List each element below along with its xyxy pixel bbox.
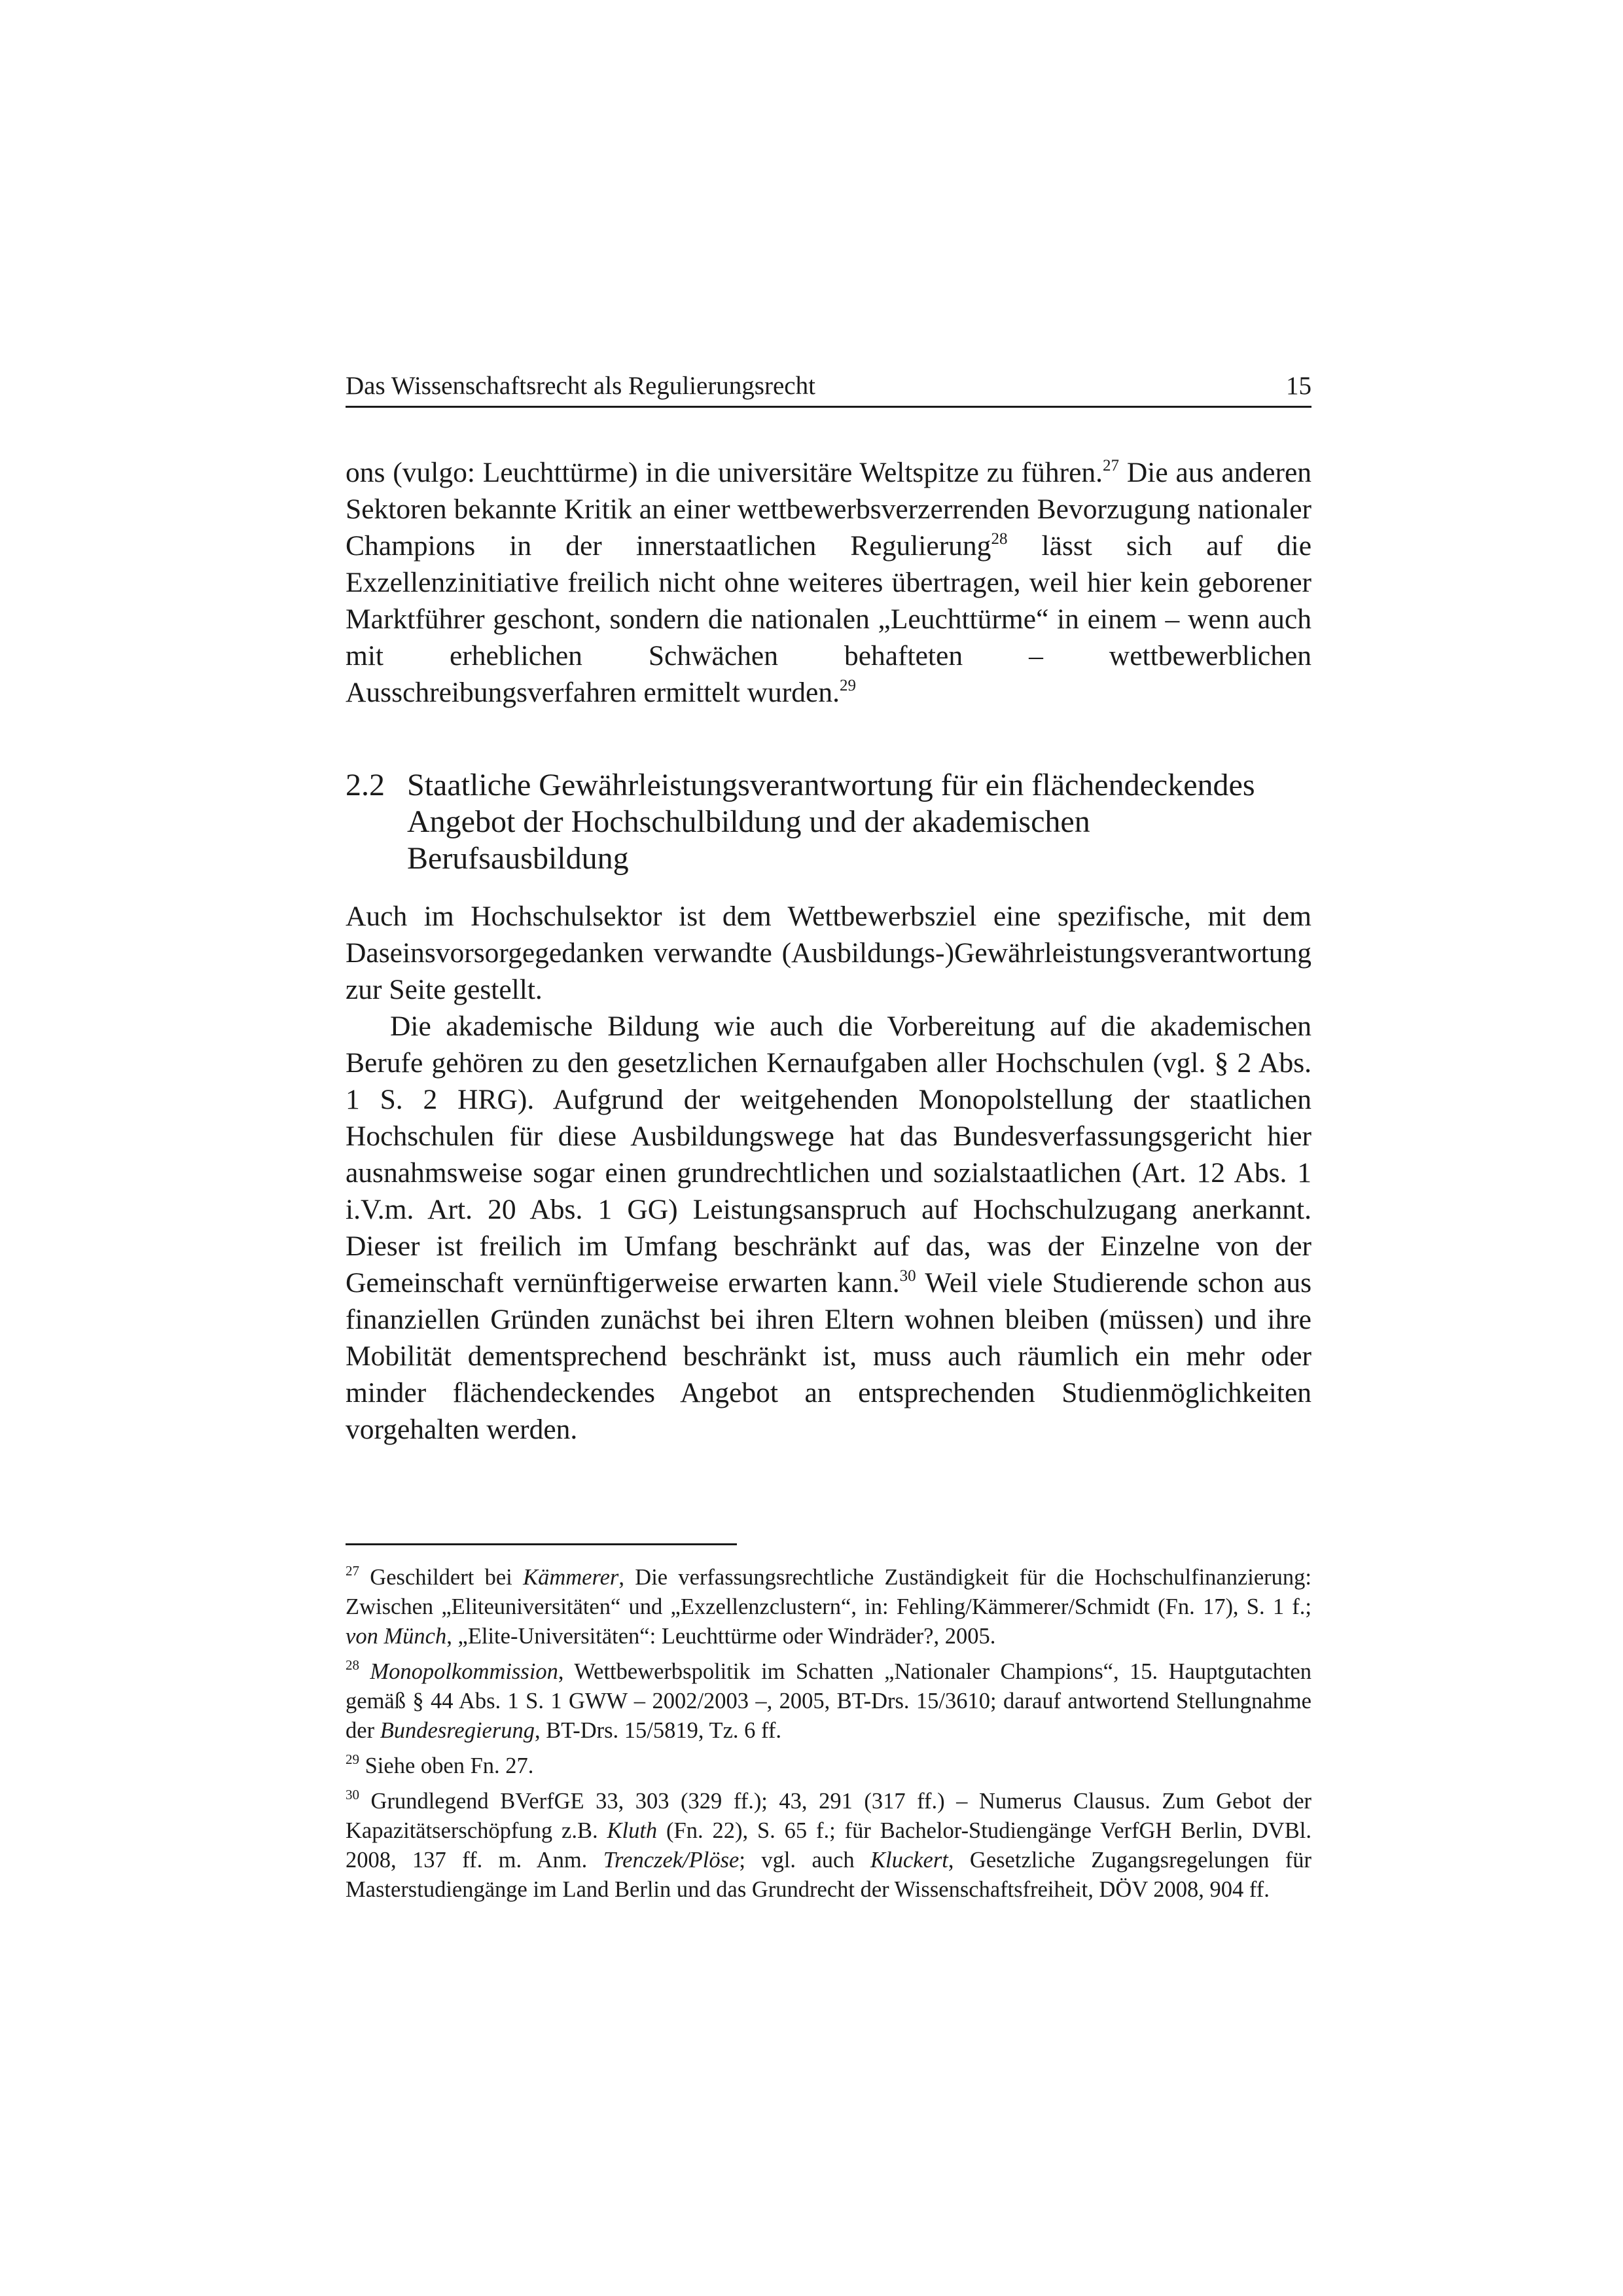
footnote-ref-27[interactable]: 27 [1103,457,1120,475]
footnote-text: Grundlegend BVerfGE 33, 303 (329 ff.); 43, 291 (317 ff.) – Numerus Clausus. Zum Gebot der Kapazitätserschöpfung z.B. [346,1789,1311,1843]
section-number: 2.2 [346,768,385,802]
footnote-ref-29[interactable]: 29 [839,677,856,694]
footnote-27 [346,1563,1311,1651]
footnote-author: Kluckert [870,1848,948,1873]
footnote-author: Trenczek/Plöse [603,1848,740,1873]
footnote-text: ; vgl. auch [739,1848,871,1873]
footnote-28 [346,1657,1311,1746]
footnote-text: , Die verfassungsrechtliche Zuständigkeit für die Hochschulfinanzierung: Zwischen „Eliteuniversitäten“ und „Exzellenzclustern“, in: Fehling/Kämmerer/Schmidt (Fn. 17), S. 1 f.; [346,1565,1311,1619]
footnote-number: 30 [346,1787,359,1803]
section-title: Staatliche Gewährleistungsverantwortung für ein flächendeckendes Angebot der Hochschulbildung und der akademischen Berufsausbildung [407,768,1255,876]
footnote-author: Bundesregierung [380,1718,535,1743]
footnote-author: Monopolkommission [370,1659,558,1684]
footnote-ref-30[interactable]: 30 [899,1267,916,1285]
intro-text-2: Die aus anderen Sektoren bekannte Kritik an einer wettbewerbsverzerrenden Bevorzugung nationaler Champions in der innerstaatlichen Regulierung [346,457,1312,562]
paragraph-2 [346,1008,1311,1448]
intro-text-1: ons (vulgo: Leuchttürme) in die universitäre Weltspitze zu führen. [346,457,1103,488]
footnote-text: Siehe oben Fn. 27. [359,1753,534,1778]
footnote-text: , Gesetzliche Zugangsregelungen für Masterstudiengänge im Land Berlin und das Grundrecht der Wissenschaftsfreiheit, DÖV 2008, 904 ff. [346,1848,1311,1902]
footnote-text [359,1659,370,1684]
intro-paragraph [346,454,1311,711]
running-header [346,370,1311,408]
footnote-ref-28[interactable]: 28 [991,530,1008,548]
paragraph-1: Auch im Hochschulsektor ist dem Wettbewerbsziel eine spezifische, mit dem Daseinsvorsorgegedanken verwandte (Ausbildungs-)Gewährleistungsverantwortung zur Seite gestellt. [346,901,1311,1005]
footnotes [346,1563,1311,1910]
footnote-author: von Münch [346,1624,447,1649]
intro-text-3: lässt sich auf die Exzellenzinitiative freilich nicht ohne weiteres übertragen, weil hier kein geborener Marktführer geschont, sondern die nationalen „Leuchttürme“ in einem – wenn auch mit erheblichen Schwächen behafteten – wettbewerblichen Ausschreibungsverfahren ermittelt wurden. [346,530,1311,708]
footnote-author: Kämmerer [523,1565,619,1590]
footnote-text: , Wettbewerbspolitik im Schatten „Nationaler Champions“, 15. Hauptgutachten gemäß § 44 Abs. 1 S. 1 GWW – 2002/2003 –, 2005, BT-Drs. 15/3610; darauf antwortend Stellungnahme der [346,1659,1311,1743]
footnote-number: 29 [346,1751,359,1767]
footnote-text: (Fn. 22), S. 65 f.; für Bachelor-Studiengänge VerfGH Berlin, DVBl. 2008, 137 ff. m. Anm. [346,1818,1311,1873]
paragraph-2-text-1: Die akademische Bildung wie auch die Vorbereitung auf die akademischen Berufe gehören zu den gesetzlichen Kernaufgaben aller Hochschulen (vgl. § 2 Abs. 1 S. 2 HRG). Aufgrund der weitgehenden Monopolstellung der staatlichen Hochschulen für diese Ausbildungswege hat das Bundesverfassungsgericht hier ausnahmsweise sogar einen grundrechtlichen und sozialstaatlichen (Art. 12 Abs. 1 i.V.m. Art. 20 Abs. 1 GG) Leistungsanspruch auf Hochschulzugang anerkannt. Dieser ist freilich im Umfang beschränkt auf das, was der Einzelne von der Gemeinschaft vernünftigerweise erwarten kann. [346,1011,1311,1299]
running-title: Das Wissenschaftsrecht als Regulierungsrecht [346,372,815,400]
footnote-30 [346,1787,1311,1905]
section-heading [346,767,1311,877]
paragraph-2-text-2: Weil viele Studierende schon aus finanziellen Gründen zunächst bei ihren Eltern wohnen bleiben (müssen) und ihre Mobilität dementsprechend beschränkt ist, muss auch räumlich ein mehr oder minder flächendeckendes Angebot an entsprechenden Studienmöglichkeiten vorgehalten werden. [346,1267,1311,1445]
footnote-text: , „Elite-Universitäten“: Leuchttürme oder Windräder?, 2005. [446,1624,996,1649]
footnote-number: 27 [346,1563,359,1579]
footnote-author: Kluth [607,1818,658,1843]
footnote-divider [346,1543,737,1545]
page-number: 15 [1286,372,1311,400]
section-body [346,898,1311,1448]
footnote-29 [346,1751,1311,1781]
footnote-text: Geschildert bei [359,1565,524,1590]
footnote-text: , BT-Drs. 15/5819, Tz. 6 ff. [535,1718,781,1743]
footnote-number: 28 [346,1657,359,1673]
